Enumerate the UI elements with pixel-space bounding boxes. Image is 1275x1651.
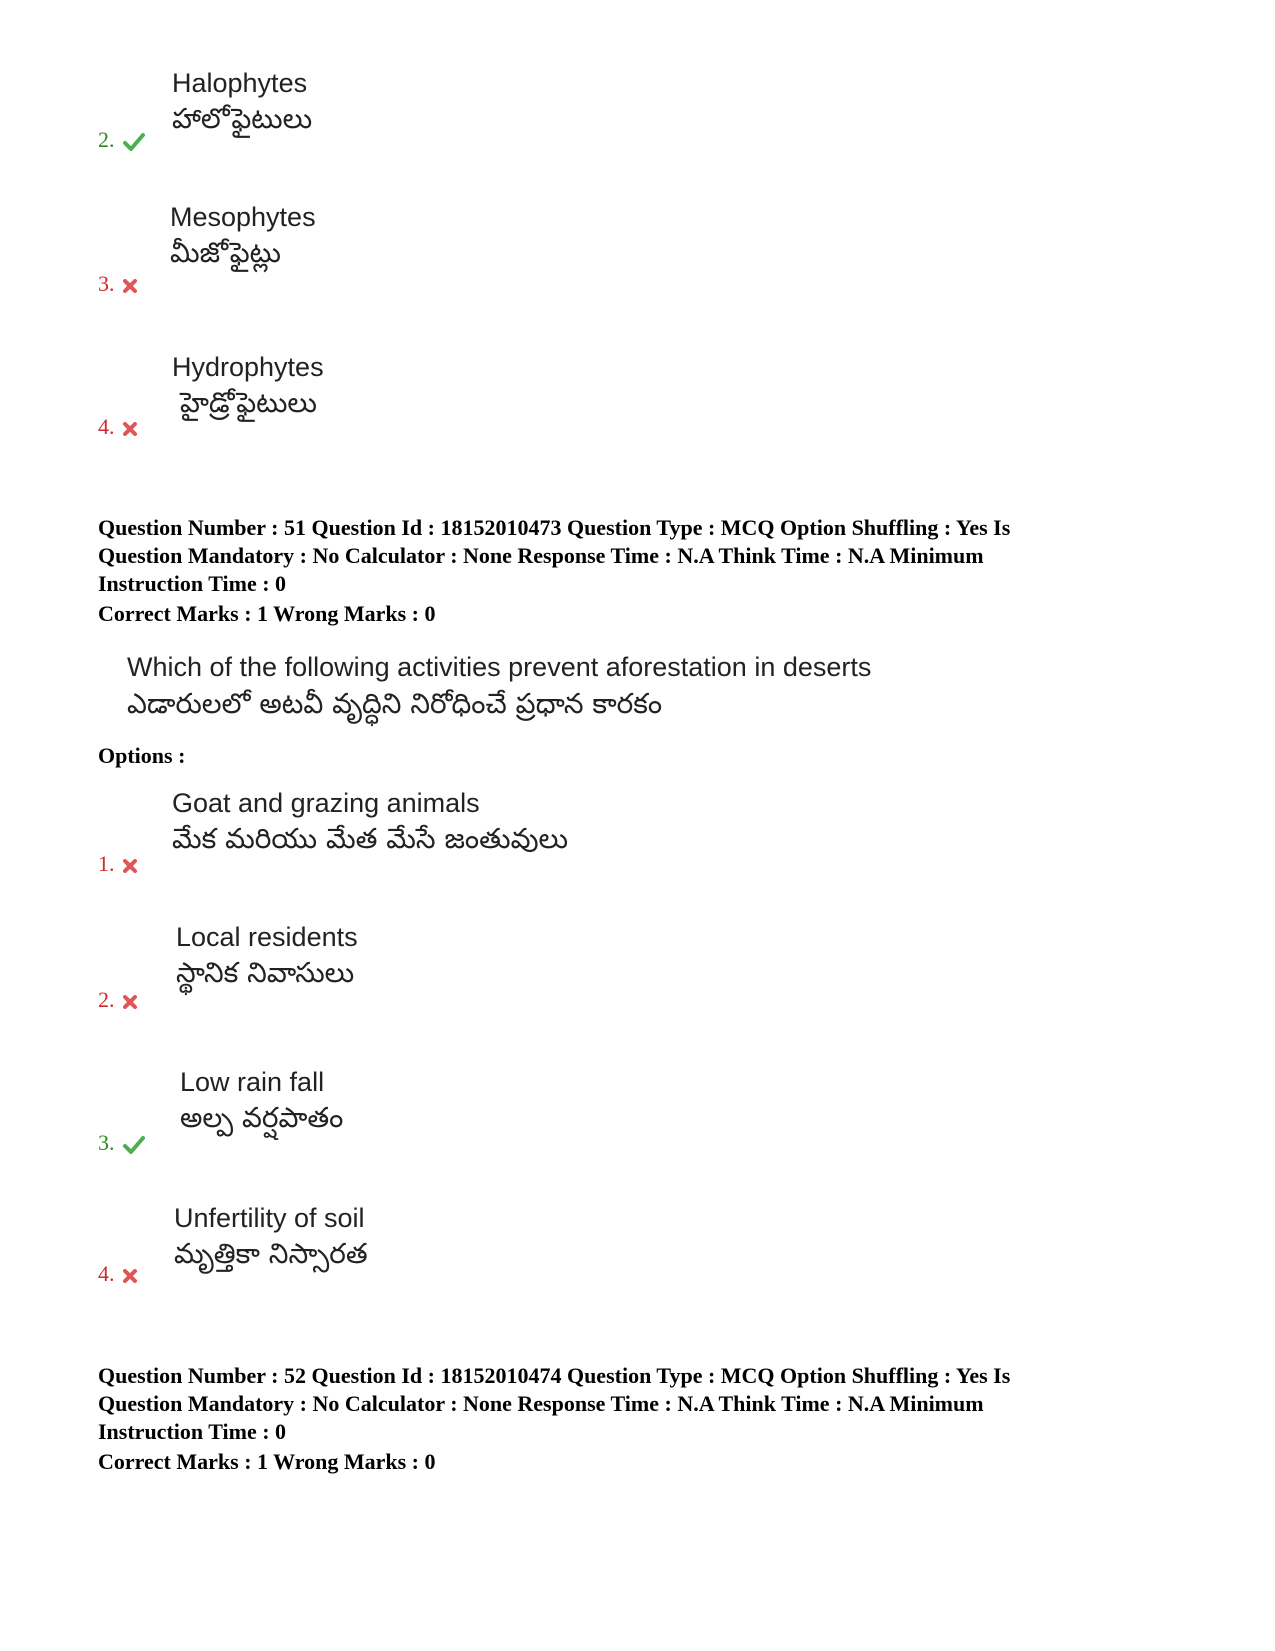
option-2-number: 2. xyxy=(98,128,145,152)
option-2-number: 2. xyxy=(98,988,137,1012)
option-4-content xyxy=(172,350,324,422)
cross-icon xyxy=(123,995,137,1009)
option-english: Unfertility of soil xyxy=(174,1203,365,1233)
option-4-number: 4. xyxy=(98,1262,137,1286)
option-telugu: హాలోఫైటులు xyxy=(172,102,313,135)
check-icon xyxy=(123,1136,145,1154)
option-telugu: స్థానిక నివాసులు xyxy=(176,956,355,989)
option-1-content xyxy=(172,786,568,858)
option-english: Local residents xyxy=(176,922,358,952)
option-english: Halophytes xyxy=(172,68,308,98)
option-1-number: 1. xyxy=(98,852,137,876)
option-2-content xyxy=(176,920,358,992)
question-51-text xyxy=(127,650,871,724)
option-english: Low rain fall xyxy=(180,1067,325,1097)
question-51-marks: Correct Marks : 1 Wrong Marks : 0 xyxy=(98,601,436,626)
option-4-number: 4. xyxy=(98,415,137,439)
option-telugu: మేక మరియు మేత మేసే జంతువులు xyxy=(172,822,569,855)
question-english: Which of the following activities prevent aforestation in deserts xyxy=(127,652,872,682)
option-3-number: 3. xyxy=(98,1131,145,1155)
cross-icon xyxy=(123,1269,137,1283)
options-label: Options : xyxy=(98,743,186,768)
option-english: Goat and grazing animals xyxy=(172,788,480,818)
option-telugu: హైడ్రోఫైటులు xyxy=(180,386,317,419)
option-3-content xyxy=(170,200,316,272)
option-telugu: మీజోఫైట్లు xyxy=(170,236,281,269)
cross-icon xyxy=(123,279,137,293)
cross-icon xyxy=(123,422,137,436)
question-52-marks: Correct Marks : 1 Wrong Marks : 0 xyxy=(98,1449,436,1474)
option-3-content xyxy=(180,1065,343,1137)
option-english: Mesophytes xyxy=(170,202,316,232)
option-telugu: అల్ప వర్షపాతం xyxy=(180,1101,344,1134)
option-2-content xyxy=(172,66,312,138)
option-english: Hydrophytes xyxy=(172,352,324,382)
option-3-number: 3. xyxy=(98,272,137,296)
cross-icon xyxy=(123,859,137,873)
question-52-meta: Question Number : 52 Question Id : 18152010474 Question Type : MCQ Option Shuffling : Yes Is Question Mandatory : No Calculator : None Response Time : N.A Think Time : N.A Minimum Instruction Time : 0 xyxy=(98,1363,1011,1444)
question-telugu: ఎడారులలో అటవీ వృద్ధిని నిరోధించే ప్రధాన కారకం xyxy=(127,687,663,720)
option-4-content xyxy=(174,1201,368,1273)
check-icon xyxy=(123,133,145,151)
option-telugu: మృత్తికా నిస్సారత xyxy=(174,1237,368,1270)
question-51-meta: Question Number : 51 Question Id : 18152010473 Question Type : MCQ Option Shuffling : Yes Is Question Mandatory : No Calculator : None Response Time : N.A Think Time : N.A Minimum Instruction Time : 0 xyxy=(98,515,1011,596)
